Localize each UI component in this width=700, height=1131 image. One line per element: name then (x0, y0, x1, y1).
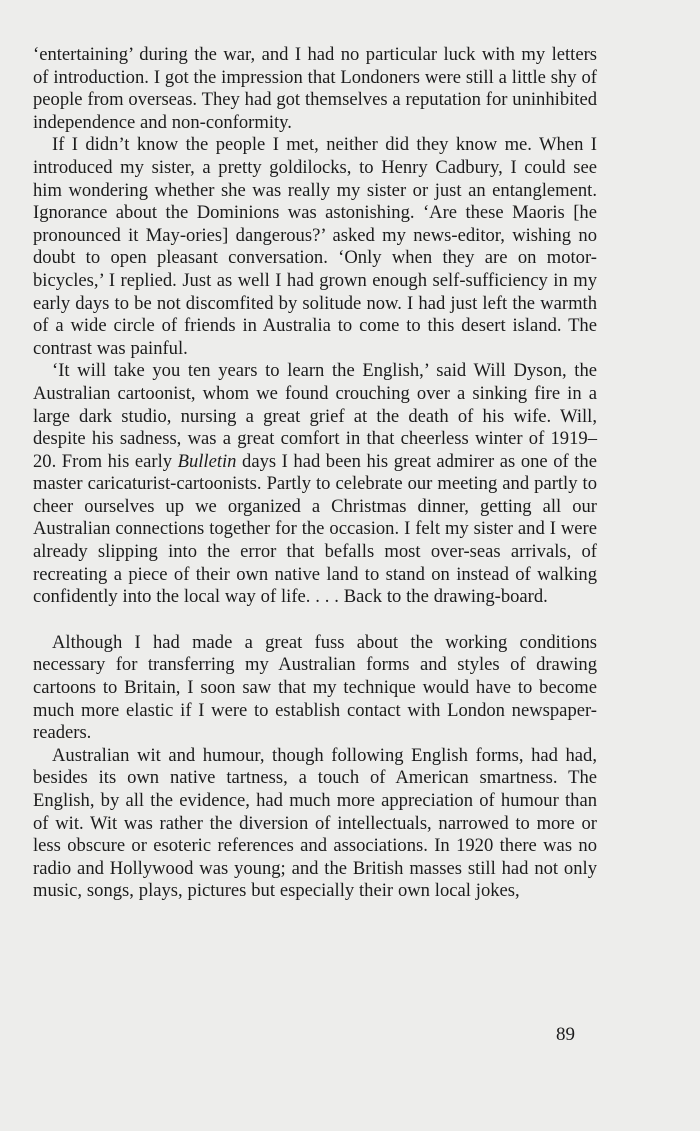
section-break (33, 609, 597, 632)
paragraph-will-dyson (33, 360, 597, 609)
page-number: 89 (556, 1024, 575, 1045)
dyson-text-after: days I had been his great admirer as one of the master caricaturist-cartoonists. Partly to celebrate our meeting and partly to cheer ourselves up we organized a Christmas dinner, getting all our Australian connections together for the occasion. I felt my sister and I were already slipping into the error that befalls most over-seas arrivals, of recreating a piece of their own native land to stand on instead of walking confidently into the local way of life. . . . (33, 450, 597, 608)
dyson-text-before: ‘It will take you ten years to learn the English,’ said Will Dyson, the Australian cartoonist, whom we found crouching over a sinking fire in a large dark studio, nursing a great grief at the death of his wife. Will, despite his sadness, was a great comfort in that cheerless winter of 1919–20. From his early (33, 360, 597, 472)
paragraph-working-conditions: Although I had made a great fuss about the working conditions necessary for transferring my Australian forms and styles of drawing cartoons to Britain, I soon saw that my technique would have to become much more elastic if I were to establish contact with London newspaper-readers. (33, 631, 597, 744)
bulletin-italic: Bulletin (177, 450, 237, 472)
paragraph-wit-and-humour: Australian wit and humour, though following English forms, had had, besides its own native tartness, a touch of American smartness. The English, by all the evidence, had much more appreciation of humour than of wit. Wit was rather the diversion of intellectuals, narrowed to more or less obscure or esoteric references and associations. In 1920 there was no radio and Hollywood was young; and the British masses still had not only music, songs, plays, pictures but especially their own local jokes, (33, 744, 597, 902)
paragraph-maoris: If I didn’t know the people I met, neither did they know me. When I introduced my sister, a pretty goldilocks, to Henry Cadbury, I could see him wondering whether she was really my sister or just an entanglement. Ignorance about the Dominions was astonishing. ‘Are these Maoris [he pronounced it May-ories] dangerous?’ asked my news-editor, wishing no doubt to open pleasant conversation. ‘Only when they are on motor-bicycles,’ I replied. Just as well I had grown enough self-sufficiency in my early days to be not discomfited by solitude now. I had just left the warmth of a wide circle of friends in Australia to come to this desert island. The contrast was painful. (33, 134, 597, 359)
paragraph-entertaining: ‘entertaining’ during the war, and I had no particular luck with my letters of introduction. I got the impression that Londoners were still a little shy of people from overseas. They had got themselves a reputation for uninhibited independence and non-conformity. (33, 44, 597, 133)
book-page (33, 44, 597, 903)
back-to-drawing-board: Back to the drawing-board. (343, 586, 548, 608)
